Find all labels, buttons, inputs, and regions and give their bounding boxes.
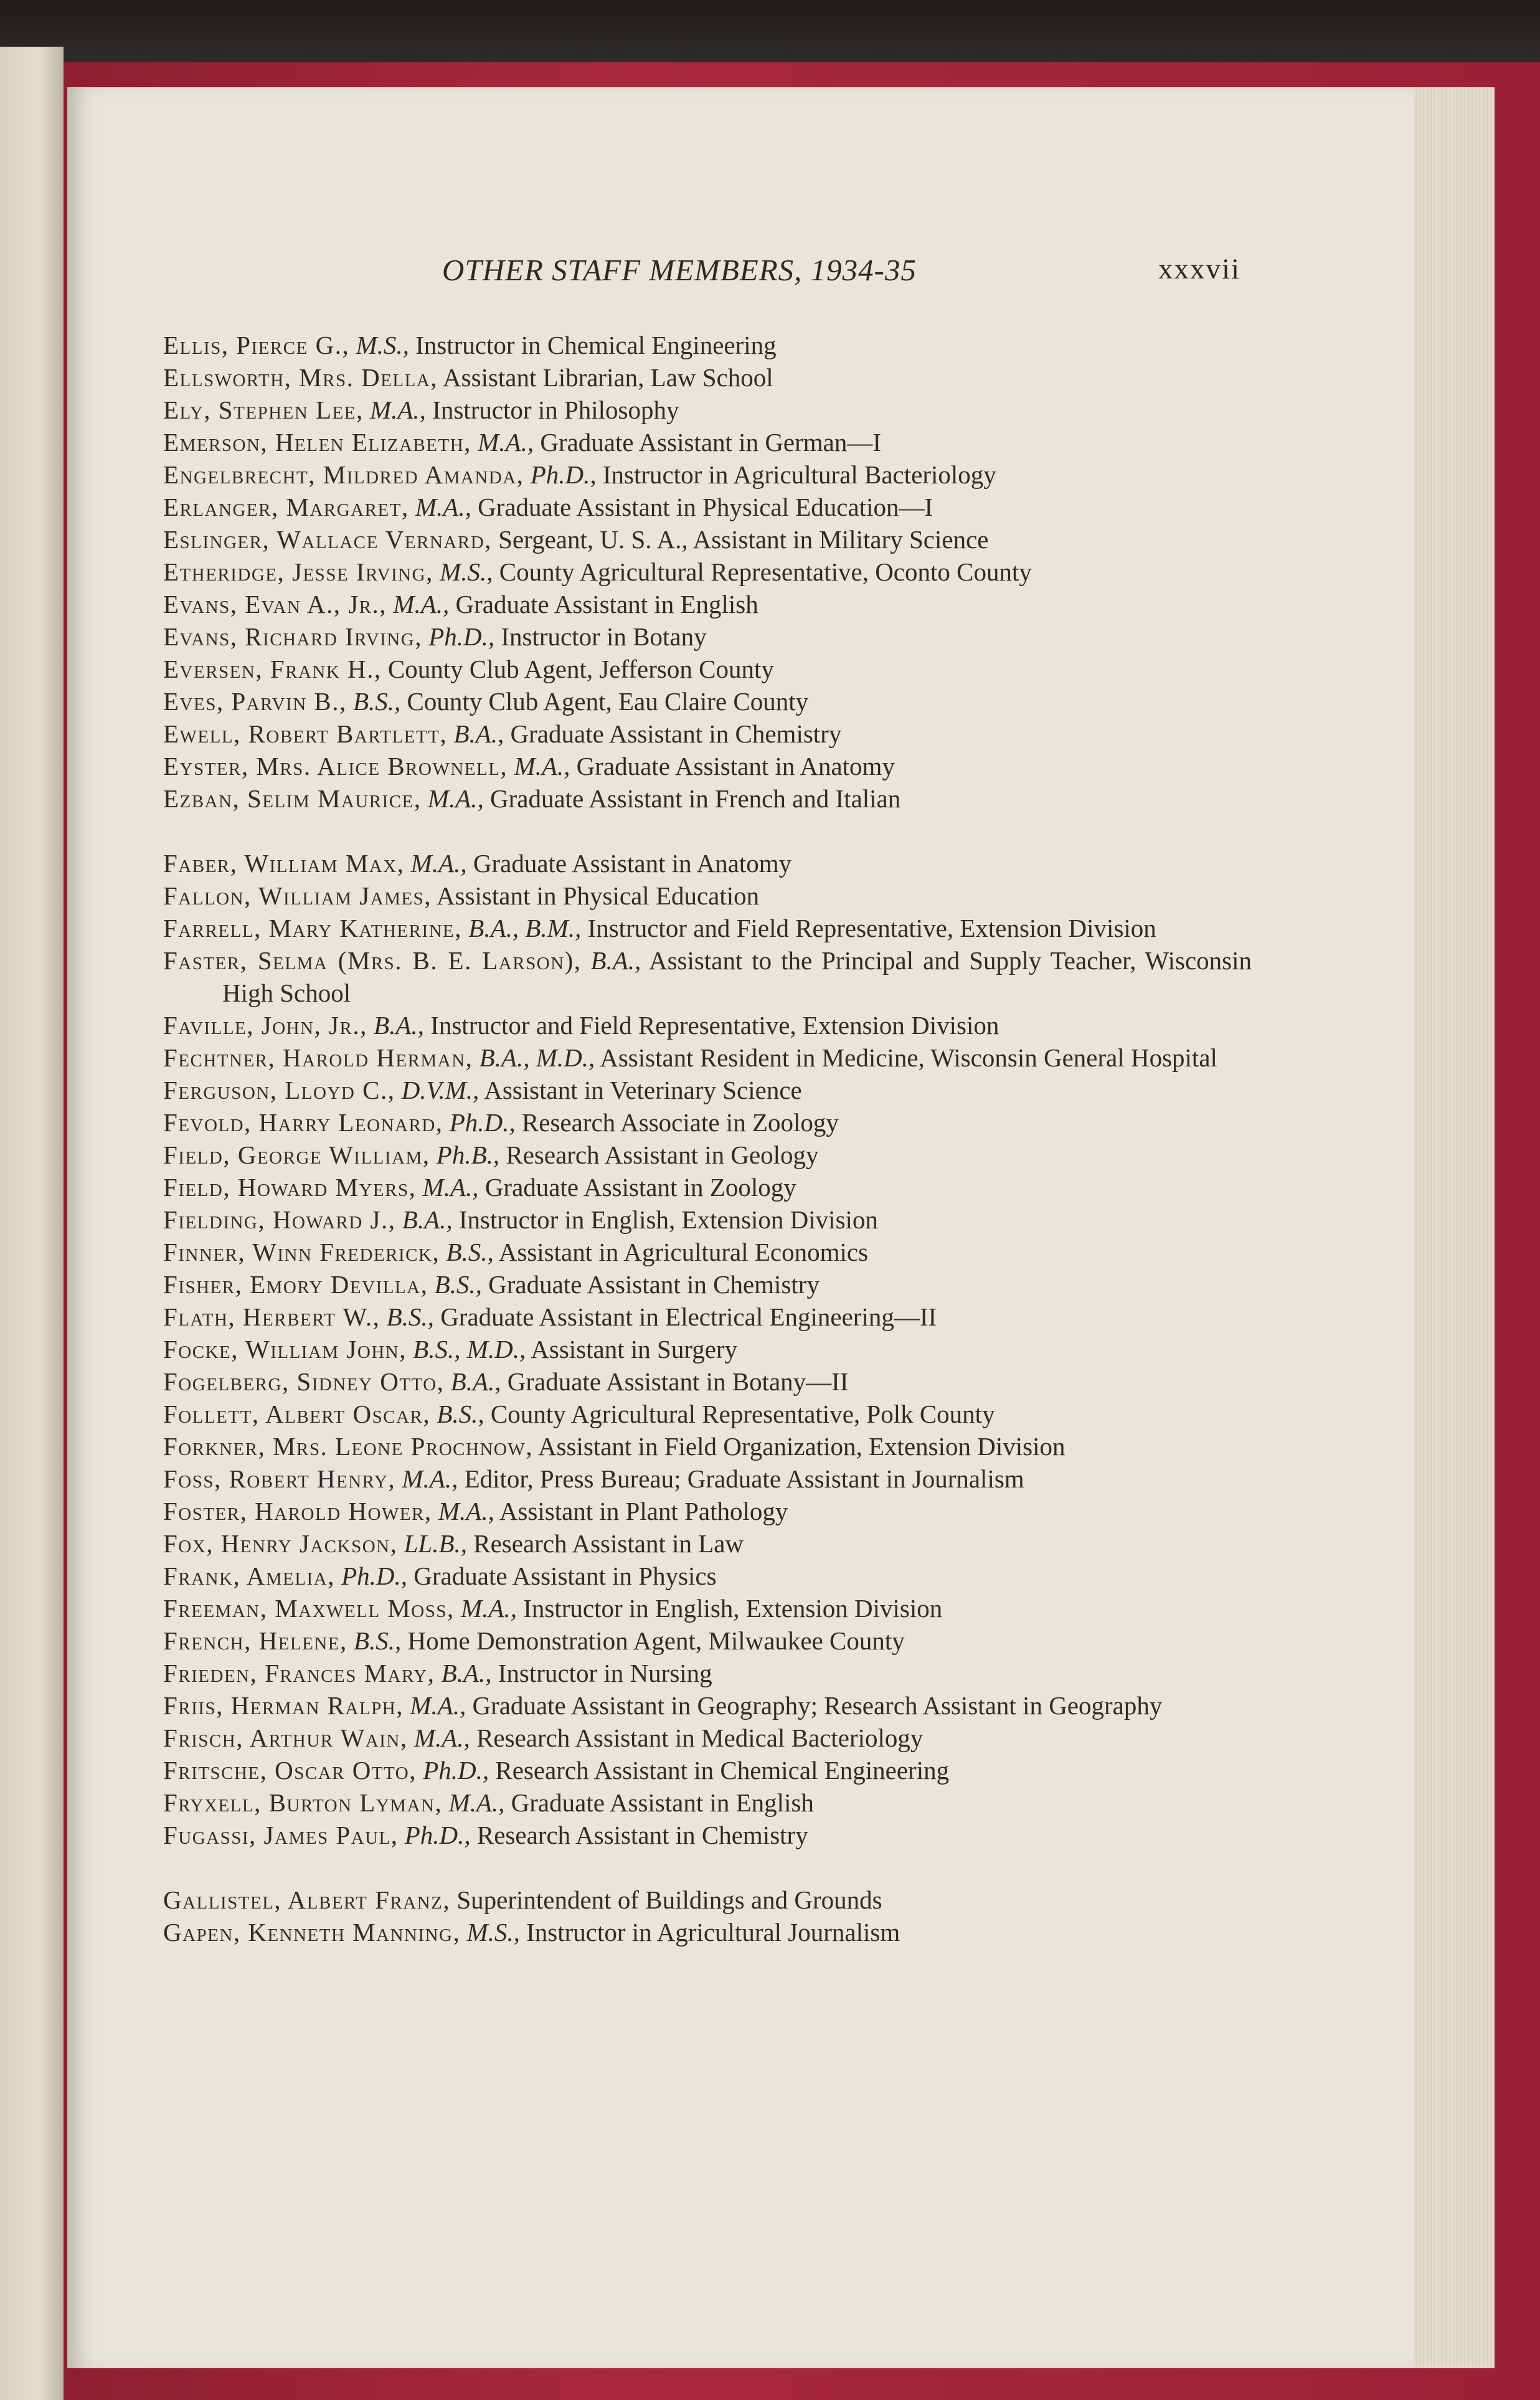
staff-position: Assistant to the Principal and Supply Teacher, Wisconsin High School	[222, 946, 1252, 1007]
staff-position: County Club Agent, Eau Claire County	[407, 687, 809, 716]
staff-position: Research Assistant in Law	[473, 1529, 744, 1558]
staff-position: County Club Agent, Jefferson County	[387, 655, 774, 683]
staff-name: Friis, Herman Ralph,	[163, 1691, 404, 1720]
staff-degree: B.A.,	[374, 1011, 424, 1040]
staff-degree: M.A.,	[413, 1724, 470, 1752]
staff-entry	[163, 880, 1252, 912]
staff-entry	[163, 1139, 1252, 1171]
staff-entry	[163, 1365, 1252, 1398]
staff-entry	[163, 750, 1252, 782]
staff-name: French, Helene,	[163, 1626, 347, 1655]
staff-position: Graduate Assistant in Anatomy	[576, 752, 895, 780]
staff-entry	[163, 912, 1252, 944]
staff-entry	[163, 1657, 1252, 1689]
staff-degree: Ph.D.,	[423, 1756, 489, 1785]
staff-entry	[163, 1722, 1252, 1754]
staff-degree: B.A., M.D.,	[479, 1043, 595, 1072]
staff-position: Graduate Assistant in Chemistry	[488, 1270, 820, 1299]
staff-position: Research Assistant in Geology	[506, 1141, 819, 1169]
staff-name: Fugassi, James Paul,	[163, 1821, 399, 1849]
staff-entry	[163, 1754, 1252, 1786]
staff-name: Field, Howard Myers,	[163, 1173, 417, 1202]
staff-name: Fechtner, Harold Herman,	[163, 1043, 473, 1072]
staff-entry	[163, 1333, 1252, 1365]
page-number: xxxvii	[1158, 253, 1241, 285]
staff-entry	[163, 1430, 1252, 1463]
staff-entry	[163, 1786, 1252, 1819]
staff-name: Ferguson, Lloyd C.,	[163, 1076, 395, 1104]
staff-entry	[163, 588, 1252, 620]
staff-position: Graduate Assistant in English	[511, 1788, 814, 1817]
staff-entry	[163, 1106, 1252, 1139]
page-header	[0, 252, 1540, 296]
staff-entry	[163, 556, 1252, 588]
staff-position: Assistant in Agricultural Economics	[498, 1238, 869, 1266]
staff-position: County Agricultural Representative, Oconto County	[499, 557, 1032, 586]
staff-name: Faster, Selma (Mrs. B. E. Larson),	[163, 946, 582, 975]
staff-entry	[163, 1301, 1252, 1333]
staff-position: Home Demonstration Agent, Milwaukee County	[407, 1626, 905, 1655]
staff-position: Instructor in Agricultural Journalism	[526, 1918, 900, 1947]
staff-name: Fox, Henry Jackson,	[163, 1529, 398, 1558]
staff-position: Graduate Assistant in Physics	[413, 1562, 717, 1590]
staff-entry	[163, 1916, 1252, 1948]
staff-position: Graduate Assistant in Geography; Research Assistant in Geography	[472, 1691, 1163, 1720]
staff-name: Foss, Robert Henry,	[163, 1464, 396, 1493]
staff-entry	[163, 653, 1252, 685]
staff-directory-list	[163, 329, 1252, 1948]
staff-degree: B.A., B.M.,	[468, 914, 582, 942]
staff-entry	[163, 1203, 1252, 1236]
staff-position: Graduate Assistant in Electrical Engineering—II	[440, 1302, 937, 1331]
staff-degree: M.A.,	[461, 1594, 517, 1623]
staff-degree: M.A.,	[438, 1497, 494, 1525]
staff-position: Instructor and Field Representative, Extension Division	[430, 1011, 999, 1040]
staff-entry	[163, 718, 1252, 750]
staff-position: County Agricultural Representative, Polk County	[490, 1400, 995, 1428]
staff-entry	[163, 1527, 1252, 1560]
staff-entry	[163, 1560, 1252, 1592]
staff-degree: LL.B.,	[404, 1529, 467, 1558]
staff-degree: M.S.,	[356, 331, 409, 359]
staff-name: Ezban, Selim Maurice,	[163, 784, 422, 813]
staff-position: Sergeant, U. S. A., Assistant in Military Science	[498, 525, 989, 554]
staff-position: Graduate Assistant in Physical Education—I	[478, 493, 933, 521]
staff-name: Focke, William John,	[163, 1335, 407, 1364]
staff-name: Fryxell, Burton Lyman,	[163, 1788, 443, 1817]
staff-degree: M.A.,	[427, 784, 484, 813]
staff-degree: B.S.,	[446, 1238, 494, 1266]
staff-name: Etheridge, Jesse Irving,	[163, 557, 433, 586]
staff-name: Fritsche, Oscar Otto,	[163, 1756, 417, 1785]
staff-name: Engelbrecht, Mildred Amanda,	[163, 460, 524, 489]
staff-name: Erlanger, Margaret,	[163, 493, 409, 521]
staff-name: Forkner, Mrs. Leone Prochnow,	[163, 1432, 533, 1461]
staff-entry	[163, 1819, 1252, 1851]
staff-name: Ely, Stephen Lee,	[163, 396, 364, 424]
staff-name: Fevold, Harry Leonard,	[163, 1108, 443, 1137]
staff-entry	[163, 620, 1252, 653]
staff-position: Assistant Librarian, Law School	[443, 363, 773, 392]
staff-degree: Ph.D.,	[341, 1562, 408, 1590]
staff-name: Ellsworth, Mrs. Della,	[163, 363, 438, 392]
staff-position: Graduate Assistant in German—I	[540, 428, 882, 457]
staff-degree: B.S., M.D.,	[413, 1335, 526, 1364]
background-shadow	[0, 0, 1540, 62]
staff-position: Instructor in Agricultural Bacteriology	[602, 460, 996, 489]
staff-entry	[163, 944, 1252, 1009]
staff-degree: M.A.,	[410, 849, 467, 878]
staff-degree: B.A.,	[590, 946, 641, 975]
staff-name: Ellis, Pierce G.,	[163, 331, 350, 359]
staff-entry	[163, 458, 1252, 491]
staff-position: Instructor in Philosophy	[432, 396, 679, 424]
staff-degree: Ph.D.,	[530, 460, 597, 489]
staff-degree: M.A.,	[415, 493, 471, 521]
staff-position: Assistant in Field Organization, Extension Division	[537, 1432, 1065, 1461]
staff-entry	[163, 1463, 1252, 1495]
staff-name: Finner, Winn Frederick,	[163, 1238, 440, 1266]
staff-name: Ewell, Robert Bartlett,	[163, 719, 448, 748]
staff-position: Research Associate in Zoology	[521, 1108, 839, 1137]
staff-degree: M.A.,	[514, 752, 570, 780]
staff-position: Research Assistant in Chemistry	[476, 1821, 808, 1849]
staff-position: Assistant in Veterinary Science	[484, 1076, 802, 1104]
staff-position: Instructor in Chemical Engineering	[415, 331, 777, 359]
staff-name: Fallon, William James,	[163, 881, 432, 910]
staff-name: Frank, Amelia,	[163, 1562, 335, 1590]
staff-degree: B.A.,	[450, 1367, 501, 1396]
staff-entry	[163, 491, 1252, 523]
staff-name: Field, George William,	[163, 1141, 430, 1169]
running-title: OTHER STAFF MEMBERS, 1934-35	[442, 253, 917, 287]
staff-position: Graduate Assistant in Anatomy	[473, 849, 792, 878]
staff-position: Assistant in Physical Education	[437, 881, 760, 910]
staff-degree: M.S.,	[466, 1918, 520, 1947]
staff-degree: M.A.,	[422, 1173, 479, 1202]
staff-entry	[163, 1884, 1252, 1916]
staff-entry	[163, 1625, 1252, 1657]
staff-name: Eversen, Frank H.,	[163, 655, 382, 683]
staff-position: Assistant Resident in Medicine, Wisconsin General Hospital	[600, 1043, 1217, 1072]
staff-position: Instructor in English, Extension Division	[458, 1205, 878, 1234]
staff-degree: B.A.,	[402, 1205, 453, 1234]
staff-degree: B.A.,	[453, 719, 504, 748]
staff-degree: B.S.,	[354, 1626, 402, 1655]
staff-degree: Ph.D.,	[404, 1821, 471, 1849]
staff-degree: M.S.,	[440, 557, 493, 586]
staff-degree: M.A.,	[393, 590, 450, 619]
staff-degree: B.S.,	[386, 1302, 434, 1331]
staff-position: Graduate Assistant in Chemistry	[510, 719, 842, 748]
staff-name: Faville, John, Jr.,	[163, 1011, 367, 1040]
staff-name: Faber, William Max,	[163, 849, 405, 878]
staff-position: Instructor in Nursing	[498, 1659, 712, 1687]
staff-position: Graduate Assistant in Botany—II	[507, 1367, 849, 1396]
section-gap	[163, 815, 1252, 847]
staff-entry	[163, 1268, 1252, 1301]
staff-position: Research Assistant in Chemical Engineering	[495, 1756, 950, 1785]
staff-entry	[163, 1041, 1252, 1074]
staff-position: Editor, Press Bureau; Graduate Assistant in Journalism	[464, 1464, 1024, 1493]
staff-entry	[163, 1171, 1252, 1203]
staff-name: Fogelberg, Sidney Otto,	[163, 1367, 445, 1396]
staff-entry	[163, 394, 1252, 426]
section-gap	[163, 1851, 1252, 1884]
staff-name: Frieden, Frances Mary,	[163, 1659, 435, 1687]
staff-entry	[163, 847, 1252, 880]
staff-position: Instructor and Field Representative, Extension Division	[587, 914, 1156, 942]
staff-entry	[163, 1689, 1252, 1722]
staff-name: Gallistel, Albert Franz,	[163, 1885, 451, 1914]
staff-degree: M.A.,	[369, 396, 426, 424]
staff-position: Graduate Assistant in Zoology	[484, 1173, 796, 1202]
staff-name: Flath, Herbert W.,	[163, 1302, 380, 1331]
staff-entry	[163, 426, 1252, 458]
staff-name: Eyster, Mrs. Alice Brownell,	[163, 752, 508, 780]
staff-position: Assistant in Surgery	[531, 1335, 738, 1364]
staff-name: Frisch, Arthur Wain,	[163, 1724, 408, 1752]
staff-degree: B.S.,	[434, 1270, 482, 1299]
staff-name: Follett, Albert Oscar,	[163, 1400, 431, 1428]
staff-entry	[163, 1592, 1252, 1625]
staff-position: Instructor in Botany	[501, 622, 707, 651]
page-stack-edge	[1414, 87, 1495, 2368]
staff-entry	[163, 1074, 1252, 1106]
staff-degree: B.A.,	[441, 1659, 492, 1687]
staff-name: Foster, Harold Hower,	[163, 1497, 432, 1525]
staff-position: Superintendent of Buildings and Grounds	[456, 1885, 882, 1914]
staff-entry	[163, 685, 1252, 718]
staff-degree: M.A.,	[402, 1464, 458, 1493]
staff-degree: M.A.,	[410, 1691, 466, 1720]
staff-entry	[163, 1398, 1252, 1430]
staff-position: Research Assistant in Medical Bacteriology	[476, 1724, 924, 1752]
staff-entry	[163, 329, 1252, 361]
staff-name: Evans, Richard Irving,	[163, 622, 422, 651]
staff-position: Instructor in English, Extension Division	[523, 1594, 943, 1623]
staff-degree: Ph.D.,	[428, 622, 495, 651]
staff-entry	[163, 1009, 1252, 1041]
staff-name: Evans, Evan A., Jr.,	[163, 590, 387, 619]
staff-name: Eves, Parvin B.,	[163, 687, 347, 716]
staff-name: Freeman, Maxwell Moss,	[163, 1594, 455, 1623]
staff-degree: M.A.,	[448, 1788, 505, 1817]
staff-entry	[163, 1236, 1252, 1268]
staff-entry	[163, 361, 1252, 394]
staff-name: Farrell, Mary Katherine,	[163, 914, 463, 942]
staff-degree: Ph.B.,	[436, 1141, 500, 1169]
staff-degree: M.A.,	[478, 428, 534, 457]
staff-name: Fisher, Emory Devilla,	[163, 1270, 428, 1299]
staff-position: Assistant in Plant Pathology	[499, 1497, 788, 1525]
staff-name: Emerson, Helen Elizabeth,	[163, 428, 471, 457]
staff-degree: B.S.,	[437, 1400, 484, 1428]
staff-degree: D.V.M.,	[401, 1076, 479, 1104]
staff-degree: B.S.,	[353, 687, 401, 716]
staff-position: Graduate Assistant in English	[455, 590, 758, 619]
staff-position: Graduate Assistant in French and Italian	[490, 784, 901, 813]
facing-page-edge	[0, 47, 64, 2400]
staff-degree: Ph.D.,	[449, 1108, 516, 1137]
staff-name: Gapen, Kenneth Manning,	[163, 1918, 461, 1947]
staff-name: Eslinger, Wallace Vernard,	[163, 525, 492, 554]
staff-entry	[163, 782, 1252, 815]
staff-name: Fielding, Howard J.,	[163, 1205, 396, 1234]
staff-entry	[163, 1495, 1252, 1527]
staff-entry	[163, 523, 1252, 556]
